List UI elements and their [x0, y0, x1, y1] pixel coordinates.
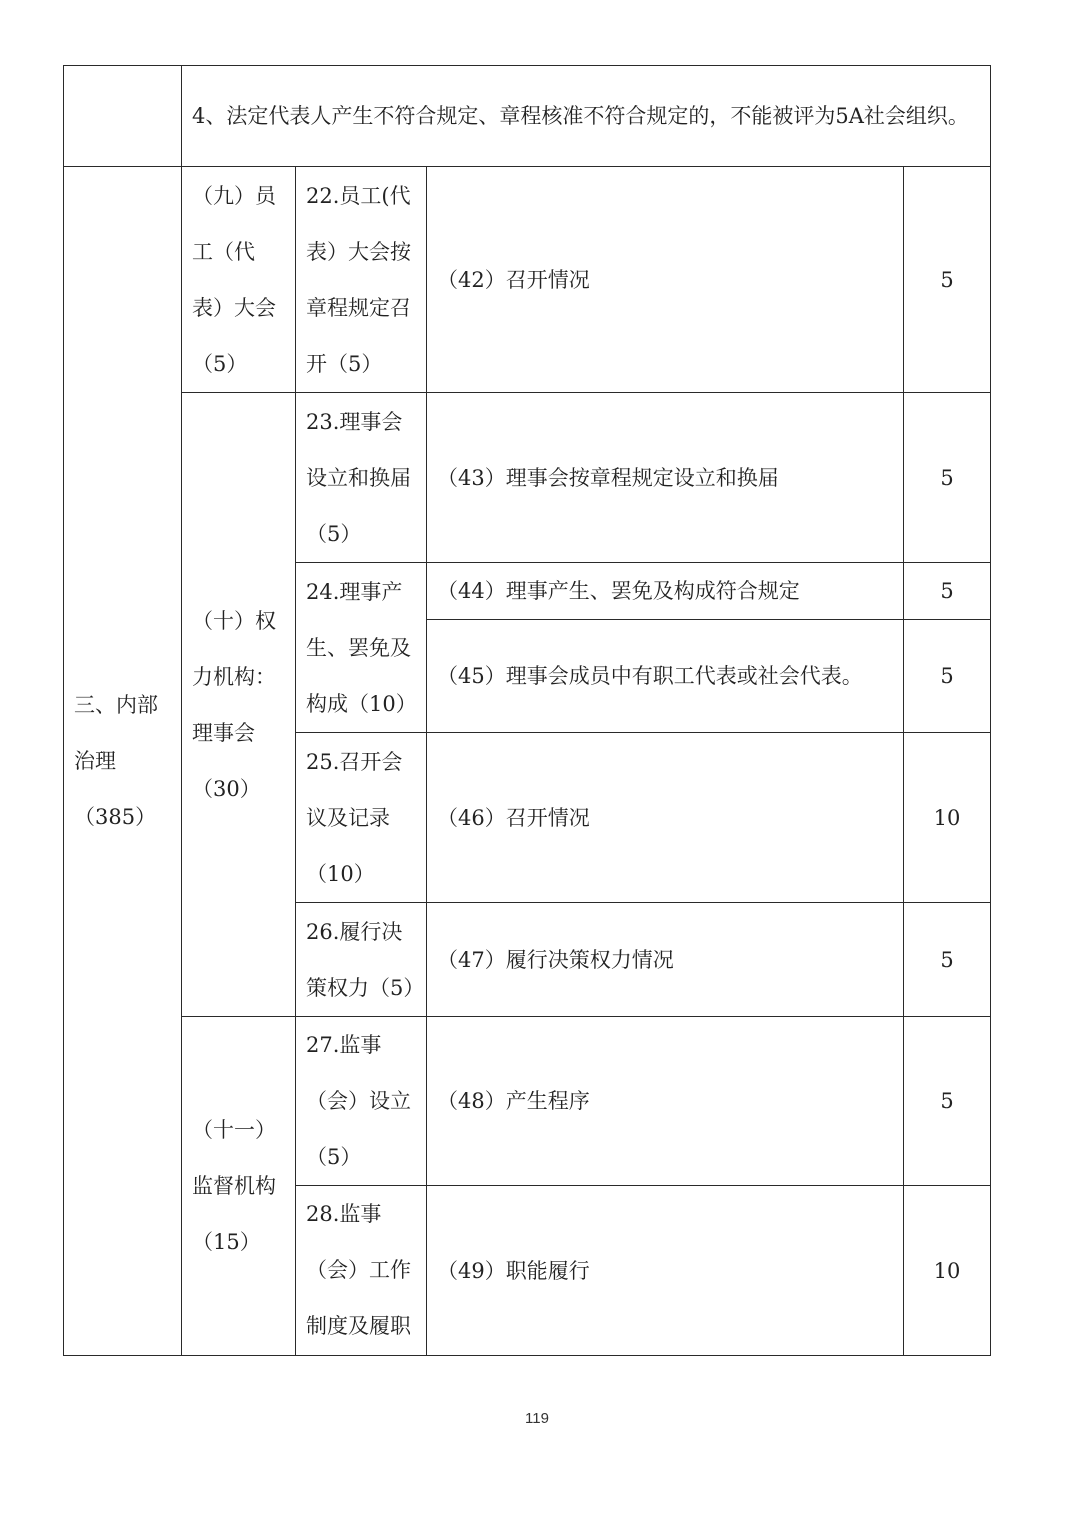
table-row — [64, 1017, 991, 1186]
table-row — [64, 167, 991, 393]
page-number: 119 — [525, 1410, 549, 1427]
criterion-cell: （48）产生程序 — [427, 1017, 904, 1186]
score-cell: 5 — [904, 563, 991, 620]
group-cell: （十）权力机构：理事会（30） — [182, 393, 296, 1017]
evaluation-table — [63, 65, 991, 1356]
empty-category-cell — [64, 66, 182, 167]
score-cell: 5 — [904, 167, 991, 393]
criterion-cell: （47）履行决策权力情况 — [427, 903, 904, 1017]
score-cell: 5 — [904, 620, 991, 733]
group-cell: （十一）监督机构（15） — [182, 1017, 296, 1356]
score-cell: 5 — [904, 393, 991, 563]
item-cell: 26.履行决策权力（5） — [296, 903, 427, 1017]
criterion-cell: （44）理事产生、罢免及构成符合规定 — [427, 563, 904, 620]
note-text: 4、法定代表人产生不符合规定、章程核准不符合规定的，不能被评为5A社会组织。 — [182, 66, 991, 167]
criterion-cell: （43）理事会按章程规定设立和换届 — [427, 393, 904, 563]
criterion-cell: （45）理事会成员中有职工代表或社会代表。 — [427, 620, 904, 733]
item-cell: 25.召开会议及记录（10） — [296, 733, 427, 903]
item-cell: 24.理事产生、罢免及构成（10） — [296, 563, 427, 733]
item-cell: 27.监事（会）设立（5） — [296, 1017, 427, 1186]
note-row — [64, 66, 991, 167]
item-cell: 23.理事会设立和换届（5） — [296, 393, 427, 563]
score-cell: 5 — [904, 903, 991, 1017]
item-cell: 28.监事（会）工作制度及履职 — [296, 1186, 427, 1356]
score-cell: 10 — [904, 1186, 991, 1356]
score-cell: 5 — [904, 1017, 991, 1186]
group-cell: （九）员工（代表）大会（5） — [182, 167, 296, 393]
criterion-cell: （42）召开情况 — [427, 167, 904, 393]
criterion-cell: （46）召开情况 — [427, 733, 904, 903]
criterion-cell: （49）职能履行 — [427, 1186, 904, 1356]
category-cell: 三、内部治理（385） — [64, 167, 182, 1356]
score-cell: 10 — [904, 733, 991, 903]
table-row — [64, 393, 991, 563]
item-cell: 22.员工(代表）大会按章程规定召开（5） — [296, 167, 427, 393]
